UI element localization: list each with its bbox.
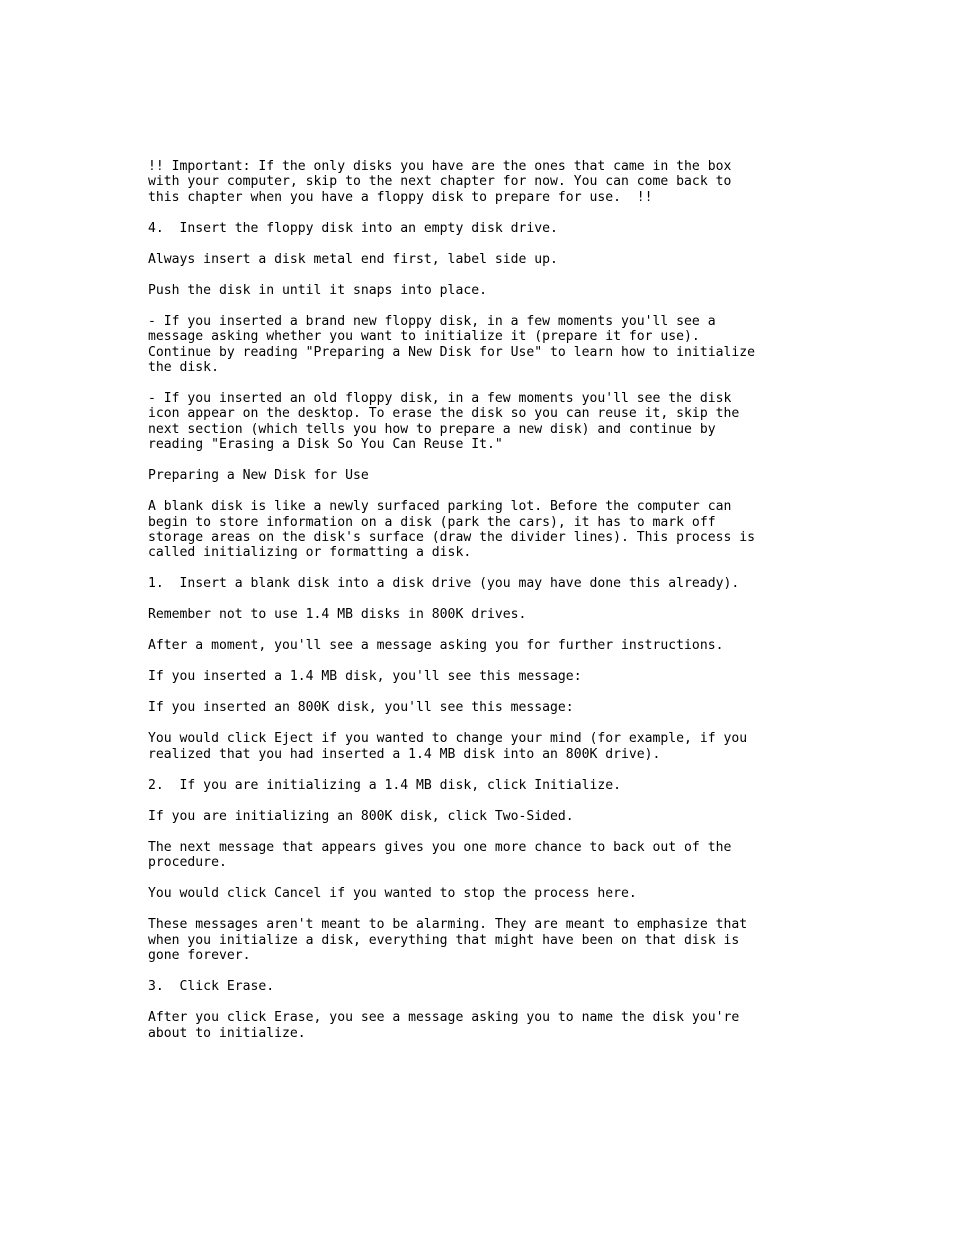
- insert-orientation-note: Always insert a disk metal end first, label side up.: [148, 251, 558, 267]
- push-disk-note: Push the disk in until it snaps into place.: [148, 282, 487, 298]
- parking-lot-analogy: A blank disk is like a newly surfaced parking lot. Before the computer can begin to store information on a disk (park the cars), it has to mark off storage areas on the disk's surface (draw the divider lines). This process is called initializing or formatting a disk.: [148, 499, 755, 561]
- section-heading: Preparing a New Disk for Use: [148, 468, 369, 484]
- name-disk-note: After you click Erase, you see a message asking you to name the disk you're about to initialize.: [148, 1010, 740, 1041]
- two-sided-note: If you are initializing an 800K disk, click Two-Sided.: [148, 808, 574, 824]
- message-note: After a moment, you'll see a message asking you for further instructions.: [148, 638, 724, 654]
- eject-note: You would click Eject if you wanted to change your mind (for example, if you realized that you had inserted a 1.4 MB disk into an 800K drive).: [148, 731, 748, 762]
- back-out-note: The next message that appears gives you one more chance to back out of the procedure.: [148, 839, 732, 871]
- document-page: [148, 159, 838, 1057]
- alarming-note: These messages aren't meant to be alarming. They are meant to emphasize that when you initialize a disk, everything that might have been on that disk is gone forever.: [148, 917, 748, 964]
- important-note: !! Important: If the only disks you have are the ones that came in the box with your computer, skip to the next chapter for now. You can come back to this chapter when you have a floppy disk to prepare for use. !!: [148, 159, 732, 205]
- old-disk-note: - If you inserted an old floppy disk, in a few moments you'll see the disk icon appear on the desktop. To erase the disk so you can reuse it, skip the next section (which tells you how to prepare a new disk) and continue by reading "Erasing a Disk So You Can Reuse It.": [148, 391, 740, 453]
- high-density-message-note: If you inserted a 1.4 MB disk, you'll see this message:: [148, 669, 582, 685]
- step-4-insert-disk: 4. Insert the floppy disk into an empty disk drive.: [148, 220, 558, 236]
- step-3-erase: 3. Click Erase.: [148, 979, 275, 995]
- 800k-message-note: If you inserted an 800K disk, you'll see this message:: [148, 700, 574, 716]
- step-2-initialize: 2. If you are initializing a 1.4 MB disk, click Initialize.: [148, 777, 621, 793]
- step-1-insert-blank-disk: 1. Insert a blank disk into a disk drive (you may have done this already).: [148, 576, 740, 592]
- drive-warning: Remember not to use 1.4 MB disks in 800K drives.: [148, 607, 527, 623]
- cancel-note: You would click Cancel if you wanted to stop the process here.: [148, 886, 637, 902]
- new-disk-note: - If you inserted a brand new floppy disk, in a few moments you'll see a message asking whether you want to initialize it (prepare it for use). Continue by reading "Preparing a New Disk for Use" to learn how to initialize the disk.: [148, 313, 755, 376]
